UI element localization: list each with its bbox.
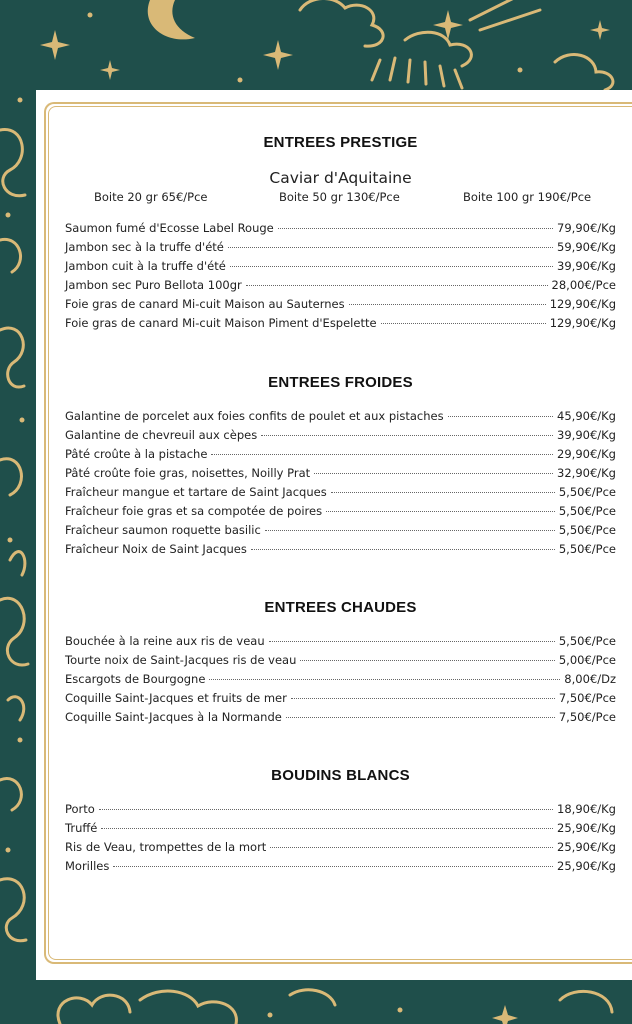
dot-leader (381, 323, 546, 324)
dot-leader (246, 285, 548, 286)
caviar-option: Boite 20 gr 65€/Pce (94, 190, 208, 204)
item-price: 39,90€/Kg (557, 428, 616, 442)
dot-leader (251, 549, 555, 550)
menu-item (65, 821, 616, 840)
item-name: Galantine de porcelet aux foies confits de poulet et aux pistaches (65, 409, 444, 423)
item-name: Bouchée à la reine aux ris de veau (65, 634, 265, 648)
item-name: Coquille Saint-Jacques et fruits de mer (65, 691, 287, 705)
menu-item (65, 259, 616, 278)
menu-item (65, 409, 616, 428)
section-title-chaudes: ENTREES CHAUDES (264, 599, 417, 616)
item-name: Tourte noix de Saint-Jacques ris de veau (65, 653, 297, 667)
item-name: Ris de Veau, trompettes de la mort (65, 840, 267, 854)
menu-item (65, 691, 616, 710)
item-price: 32,90€/Kg (557, 466, 616, 480)
dot-leader (113, 866, 553, 867)
item-price: 28,00€/Pce (551, 278, 616, 292)
item-price: 7,50€/Pce (558, 710, 616, 724)
dot-leader (300, 660, 554, 661)
menu-item (65, 802, 616, 821)
dot-leader (99, 809, 553, 810)
dot-leader (331, 492, 555, 493)
menu-item (65, 542, 616, 561)
item-name: Jambon sec à la truffe d'été (65, 240, 224, 254)
item-name: Fraîcheur Noix de Saint Jacques (65, 542, 247, 556)
item-name: Jambon sec Puro Bellota 100gr (65, 278, 242, 292)
dot-leader (261, 435, 553, 436)
item-price: 129,90€/Kg (549, 316, 616, 330)
item-price: 59,90€/Kg (557, 240, 616, 254)
dot-leader (291, 698, 555, 699)
item-price: 29,90€/Kg (557, 447, 616, 461)
menu-item (65, 240, 616, 259)
menu-item (65, 634, 616, 653)
menu-item (65, 316, 616, 335)
item-price: 5,50€/Pce (558, 523, 616, 537)
dot-leader (349, 304, 546, 305)
item-price: 25,90€/Kg (557, 821, 616, 835)
item-name: Escargots de Bourgogne (65, 672, 206, 686)
item-name: Galantine de chevreuil aux cèpes (65, 428, 258, 442)
item-name: Truffé (65, 821, 98, 835)
dot-leader (314, 473, 553, 474)
item-price: 5,00€/Pce (558, 653, 616, 667)
menu-item (65, 840, 616, 859)
dot-leader (286, 717, 555, 718)
menu-item (65, 221, 616, 240)
item-name: Fraîcheur foie gras et sa compotée de poires (65, 504, 323, 518)
item-name: Jambon cuit à la truffe d'été (65, 259, 226, 273)
item-name: Saumon fumé d'Ecosse Label Rouge (65, 221, 274, 235)
dot-leader (101, 828, 553, 829)
dot-leader (326, 511, 555, 512)
dot-leader (448, 416, 553, 417)
section-title-prestige: ENTREES PRESTIGE (263, 134, 418, 151)
dot-leader (230, 266, 553, 267)
item-price: 5,50€/Pce (558, 542, 616, 556)
dot-leader (228, 247, 553, 248)
dot-leader (278, 228, 553, 229)
section-title-froides: ENTREES FROIDES (268, 374, 413, 391)
item-price: 5,50€/Pce (558, 634, 616, 648)
dot-leader (265, 530, 555, 531)
item-name: Fraîcheur saumon roquette basilic (65, 523, 261, 537)
item-price: 39,90€/Kg (557, 259, 616, 273)
item-price: 5,50€/Pce (558, 485, 616, 499)
item-price: 129,90€/Kg (549, 297, 616, 311)
menu-item (65, 672, 616, 691)
dot-leader (270, 847, 553, 848)
menu-item (65, 428, 616, 447)
item-price: 25,90€/Kg (557, 840, 616, 854)
item-price: 79,90€/Kg (557, 221, 616, 235)
menu-item (65, 523, 616, 542)
item-name: Foie gras de canard Mi-cuit Maison au Sauternes (65, 297, 345, 311)
menu-item (65, 297, 616, 316)
item-price: 45,90€/Kg (557, 409, 616, 423)
section-title-boudins: BOUDINS BLANCS (271, 767, 410, 784)
menu-item (65, 859, 616, 878)
item-price: 7,50€/Pce (558, 691, 616, 705)
menu-item (65, 447, 616, 466)
item-price: 18,90€/Kg (557, 802, 616, 816)
item-name: Fraîcheur mangue et tartare de Saint Jacques (65, 485, 327, 499)
item-name: Porto (65, 802, 95, 816)
caviar-option: Boite 100 gr 190€/Pce (463, 190, 592, 204)
caviar-option: Boite 50 gr 130€/Pce (279, 190, 400, 204)
item-name: Coquille Saint-Jacques à la Normande (65, 710, 282, 724)
item-name: Foie gras de canard Mi-cuit Maison Piment d'Espelette (65, 316, 377, 330)
menu-item (65, 653, 616, 672)
item-name: Pâté croûte à la pistache (65, 447, 208, 461)
menu-item (65, 504, 616, 523)
item-price: 25,90€/Kg (557, 859, 616, 873)
dot-leader (209, 679, 560, 680)
item-price: 8,00€/Dz (564, 672, 616, 686)
item-price: 5,50€/Pce (558, 504, 616, 518)
item-name: Morilles (65, 859, 110, 873)
dot-leader (269, 641, 555, 642)
menu-item (65, 466, 616, 485)
menu-item (65, 485, 616, 504)
caviar-title: Caviar d'Aquitaine (269, 169, 412, 187)
menu-item (65, 278, 616, 297)
item-name: Pâté croûte foie gras, noisettes, Noilly Prat (65, 466, 311, 480)
dot-leader (211, 454, 553, 455)
menu-item (65, 710, 616, 729)
